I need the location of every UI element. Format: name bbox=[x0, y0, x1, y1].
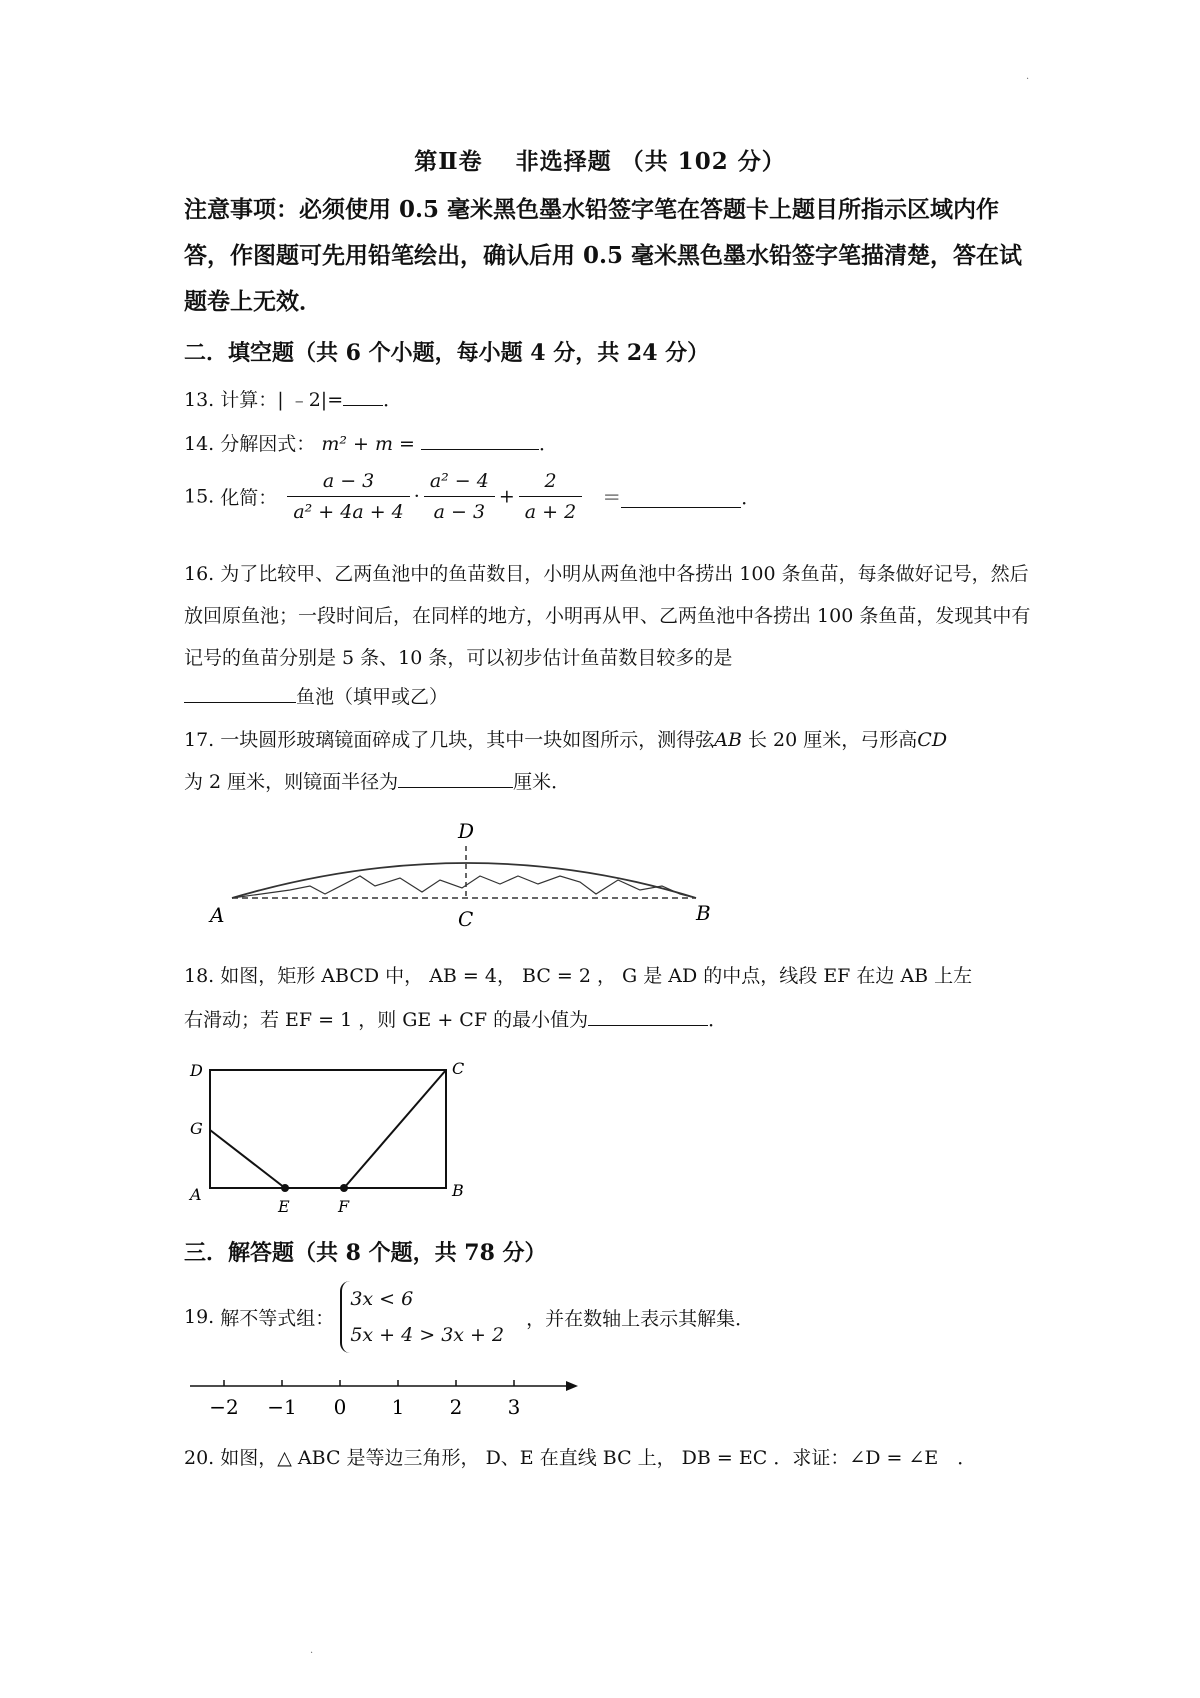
number-line-tick-label: −2 bbox=[209, 1395, 239, 1419]
q19-number: 19. bbox=[184, 1306, 215, 1328]
q17-ab: AB bbox=[714, 729, 742, 751]
scan-speck: · bbox=[1026, 74, 1030, 85]
fill-section-heading: 二．填空题（共 6 个小题，每小题 4 分，共 24 分） bbox=[184, 340, 710, 366]
question-17 bbox=[184, 720, 947, 760]
number-line-arrow bbox=[566, 1381, 578, 1391]
q20-number: 20. bbox=[184, 1447, 215, 1469]
q17-mirror-figure bbox=[200, 818, 720, 933]
q15-fraction-3: $\frac{2}{a + 2}$ bbox=[519, 470, 582, 523]
notice-paragraph: 注意事项：必须使用 0.5 毫米黑色墨水铅签字笔在答题卡上题目所指示区域内作答，作图题可先用铅笔绘出，确认后用 0.5 毫米黑色墨水铅签字笔描清楚，答在试题卷上无效． bbox=[184, 196, 1023, 315]
q18-label-c: C bbox=[452, 1059, 465, 1078]
q17-label-b: B bbox=[696, 901, 711, 925]
number-line-tick-label: 3 bbox=[507, 1395, 521, 1419]
question-14 bbox=[184, 424, 558, 464]
q15-fraction-1: $\frac{a - 3}{\text{a² + 4a + 4}}$ bbox=[287, 470, 409, 523]
question-15: 15. 化简： $\frac{a - 3}{\text{a² + 4a + 4}}$ · $\frac{\text{a² − 4}}{a - 3}$ + $\frac{2}{a + 2}$ ＝ ． bbox=[184, 470, 761, 523]
q13-text: 计算：| ﹣2|= bbox=[220, 389, 344, 411]
scan-speck-bottom: · bbox=[310, 1648, 314, 1659]
point-e bbox=[281, 1184, 289, 1192]
q15-equals: ＝ bbox=[602, 487, 622, 509]
q18-number: 18. bbox=[184, 965, 215, 987]
q13-answer-blank[interactable] bbox=[343, 383, 383, 406]
point-f bbox=[340, 1184, 348, 1192]
q13-end: ． bbox=[383, 389, 403, 411]
q15-text: 化简： bbox=[220, 487, 278, 509]
section2-title: 第Ⅱ卷 非选择题 （共 102 分） bbox=[414, 148, 786, 175]
q20-text: 如图，△ ABC 是等边三角形， D、E 在直线 BC 上， DB = EC ．求证：∠D = ∠E ． bbox=[220, 1447, 977, 1469]
rectangle-abcd bbox=[210, 1070, 446, 1188]
question-18-line2 bbox=[184, 1000, 727, 1040]
segment-cf bbox=[344, 1070, 446, 1188]
q17-label-a: A bbox=[210, 903, 225, 927]
q19-inequality-2: 5x + 4 > 3x + 2 bbox=[350, 1324, 505, 1346]
q19-inequality-system bbox=[340, 1281, 504, 1353]
q16-answer-blank[interactable] bbox=[184, 680, 296, 703]
q17-answer-blank[interactable] bbox=[398, 765, 513, 788]
question-18 bbox=[184, 956, 972, 996]
q15-answer-blank[interactable] bbox=[621, 485, 741, 508]
q15-number: 15. bbox=[184, 485, 215, 508]
q16-tail-text: 鱼池（填甲或乙） bbox=[296, 686, 449, 708]
q18-label-e: E bbox=[278, 1197, 290, 1214]
q16-text: 为了比较甲、乙两鱼池中的鱼苗数目，小明从两鱼池中各捞出 100 条鱼苗，每条做好记号，然后放回原鱼池；一段时间后，在同样的地方，小明再从甲、乙两鱼池中各捞出 100 条鱼苗，发现其中有记号的鱼苗分别是 5 条、10 条，可以初步估计鱼苗数目较多的是 bbox=[184, 563, 1031, 669]
question-20 bbox=[184, 1438, 976, 1478]
q17-mid: 长 20 厘米，弓形高 bbox=[748, 729, 918, 751]
question-16-tail bbox=[184, 677, 448, 717]
q16-number: 16. bbox=[184, 563, 215, 585]
q18-rectangle-figure bbox=[186, 1054, 466, 1214]
q17-line2-text: 为 2 厘米，则镜面半径为 bbox=[184, 771, 399, 793]
q15-fraction-2: $\frac{\text{a² − 4}}{a - 3}$ bbox=[424, 470, 495, 523]
q19-number-line bbox=[186, 1366, 586, 1426]
q18-label-f: F bbox=[338, 1197, 350, 1214]
number-line-tick-label: −1 bbox=[267, 1395, 297, 1419]
q14-end: ． bbox=[538, 433, 558, 455]
q19-inequality-1: 3x < 6 bbox=[350, 1288, 414, 1310]
q14-text: 分解因式： bbox=[220, 433, 316, 455]
solve-section-heading: 三．解答题（共 8 个题，共 78 分） bbox=[184, 1240, 547, 1266]
q18-line2: 右滑动；若 EF = 1 ，则 GE + CF 的最小值为 bbox=[184, 1009, 589, 1031]
q18-label-g: G bbox=[190, 1119, 203, 1138]
q14-answer-blank[interactable] bbox=[421, 427, 539, 450]
q17-line2-end: 厘米． bbox=[513, 771, 571, 793]
q18-answer-blank[interactable] bbox=[588, 1003, 708, 1026]
q14-number: 14. bbox=[184, 433, 215, 455]
q18-label-a: A bbox=[190, 1185, 202, 1204]
number-line-tick-label: 0 bbox=[333, 1395, 347, 1419]
q17-label-c: C bbox=[458, 907, 474, 931]
arc-ad-b bbox=[232, 863, 696, 898]
q15-end: ． bbox=[741, 487, 761, 509]
q17-label-d: D bbox=[458, 819, 475, 843]
question-19 bbox=[184, 1281, 754, 1353]
q17-cd: CD bbox=[917, 729, 948, 751]
q17-text: 一块圆形玻璃镜面碎成了几块，其中一块如图所示，测得弦 bbox=[220, 729, 715, 751]
number-line-tick-label: 2 bbox=[449, 1395, 463, 1419]
number-line-tick-label: 1 bbox=[391, 1395, 405, 1419]
q19-tail: ，并在数轴上表示其解集． bbox=[526, 1307, 755, 1330]
question-13 bbox=[184, 380, 402, 420]
q14-expression: m² + m = bbox=[321, 433, 415, 455]
q18-label-b: B bbox=[452, 1181, 464, 1200]
q18-line1: 如图，矩形 ABCD 中， AB = 4， BC = 2 ， G 是 AD 的中点，线段 EF 在边 AB 上左 bbox=[220, 965, 973, 987]
question-16 bbox=[184, 553, 1044, 679]
q18-end: ． bbox=[708, 1009, 728, 1031]
q17-number: 17. bbox=[184, 729, 215, 751]
segment-ge bbox=[210, 1130, 285, 1188]
q18-label-d: D bbox=[190, 1061, 203, 1080]
q13-number: 13. bbox=[184, 389, 215, 411]
question-17-line2 bbox=[184, 762, 570, 802]
q19-text: 解不等式组： bbox=[220, 1307, 335, 1330]
